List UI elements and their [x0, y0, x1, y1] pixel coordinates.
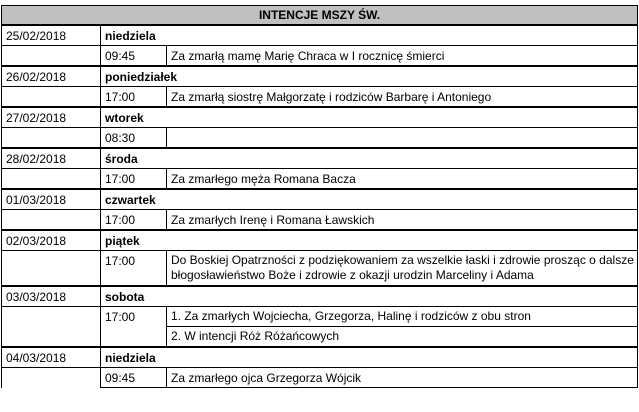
mass-row — [2, 368, 638, 388]
mass-row — [2, 251, 638, 287]
day-weekday: wtorek — [101, 107, 638, 128]
day-date: 02/03/2018 — [2, 230, 101, 251]
mass-time: 17:00 — [101, 169, 167, 190]
empty-cell — [2, 169, 101, 190]
day-row — [2, 286, 638, 307]
mass-intention: Do Boskiej Opatrzności z podziękowaniem za wszelkie łaski i zdrowie prosząc o dalsze błogosławieństwo Boże i zdrowie z okazji urodzin Marceliny i Adama — [167, 251, 638, 287]
day-weekday: poniedziałek — [101, 66, 638, 87]
table-header-row — [2, 6, 638, 26]
empty-cell — [2, 307, 101, 348]
mass-time: 17:00 — [101, 87, 167, 108]
mass-intentions-table — [1, 5, 638, 388]
mass-intention: Za zmarłego męża Romana Bacza — [167, 169, 638, 190]
mass-row — [2, 128, 638, 149]
day-date: 26/02/2018 — [2, 66, 101, 87]
empty-cell — [2, 251, 101, 287]
empty-cell — [2, 87, 101, 108]
empty-cell — [2, 210, 101, 231]
day-date: 04/03/2018 — [2, 347, 101, 368]
day-weekday: sobota — [101, 286, 638, 307]
mass-row — [2, 46, 638, 67]
mass-intention: Za zmarłą mamę Marię Chraca w I rocznicę śmierci — [167, 46, 638, 67]
day-row — [2, 347, 638, 368]
mass-row — [2, 169, 638, 190]
empty-cell — [2, 368, 101, 388]
day-row — [2, 189, 638, 210]
day-weekday: niedziela — [101, 25, 638, 46]
mass-time: 09:45 — [101, 46, 167, 67]
day-row — [2, 148, 638, 169]
day-weekday: czwartek — [101, 189, 638, 210]
day-date: 27/02/2018 — [2, 107, 101, 128]
mass-row — [2, 307, 638, 348]
mass-time: 17:00 — [101, 210, 167, 231]
day-date: 03/03/2018 — [2, 286, 101, 307]
mass-time: 08:30 — [101, 128, 167, 149]
day-weekday: piątek — [101, 230, 638, 251]
mass-time: 17:00 — [101, 307, 167, 348]
mass-intention: Za zmarłych Irenę i Romana Ławskich — [167, 210, 638, 231]
mass-intention: Za zmarłego ojca Grzegorza Wójcik — [167, 368, 638, 388]
day-date: 01/03/2018 — [2, 189, 101, 210]
table-title: INTENCJE MSZY ŚW. — [2, 6, 638, 26]
mass-row — [2, 210, 638, 231]
mass-time: 17:00 — [101, 251, 167, 287]
mass-row — [2, 87, 638, 108]
day-row — [2, 25, 638, 46]
mass-intention-list — [167, 307, 638, 348]
empty-cell — [2, 46, 101, 67]
mass-time: 09:45 — [101, 368, 167, 388]
day-weekday: środa — [101, 148, 638, 169]
day-date: 25/02/2018 — [2, 25, 101, 46]
mass-intention: Za zmarłą siostrę Małgorzatę i rodziców Barbarę i Antoniego — [167, 87, 638, 108]
day-row — [2, 230, 638, 251]
day-date: 28/02/2018 — [2, 148, 101, 169]
mass-intention: 1. Za zmarłych Wojciecha, Grzegorza, Halinę i rodziców z obu stron — [171, 309, 531, 323]
mass-intention — [167, 128, 638, 149]
day-weekday: niedziela — [101, 347, 638, 368]
empty-cell — [2, 128, 101, 149]
day-row — [2, 107, 638, 128]
mass-intention: 2. W intencji Róż Różańcowych — [167, 326, 637, 346]
day-row — [2, 66, 638, 87]
